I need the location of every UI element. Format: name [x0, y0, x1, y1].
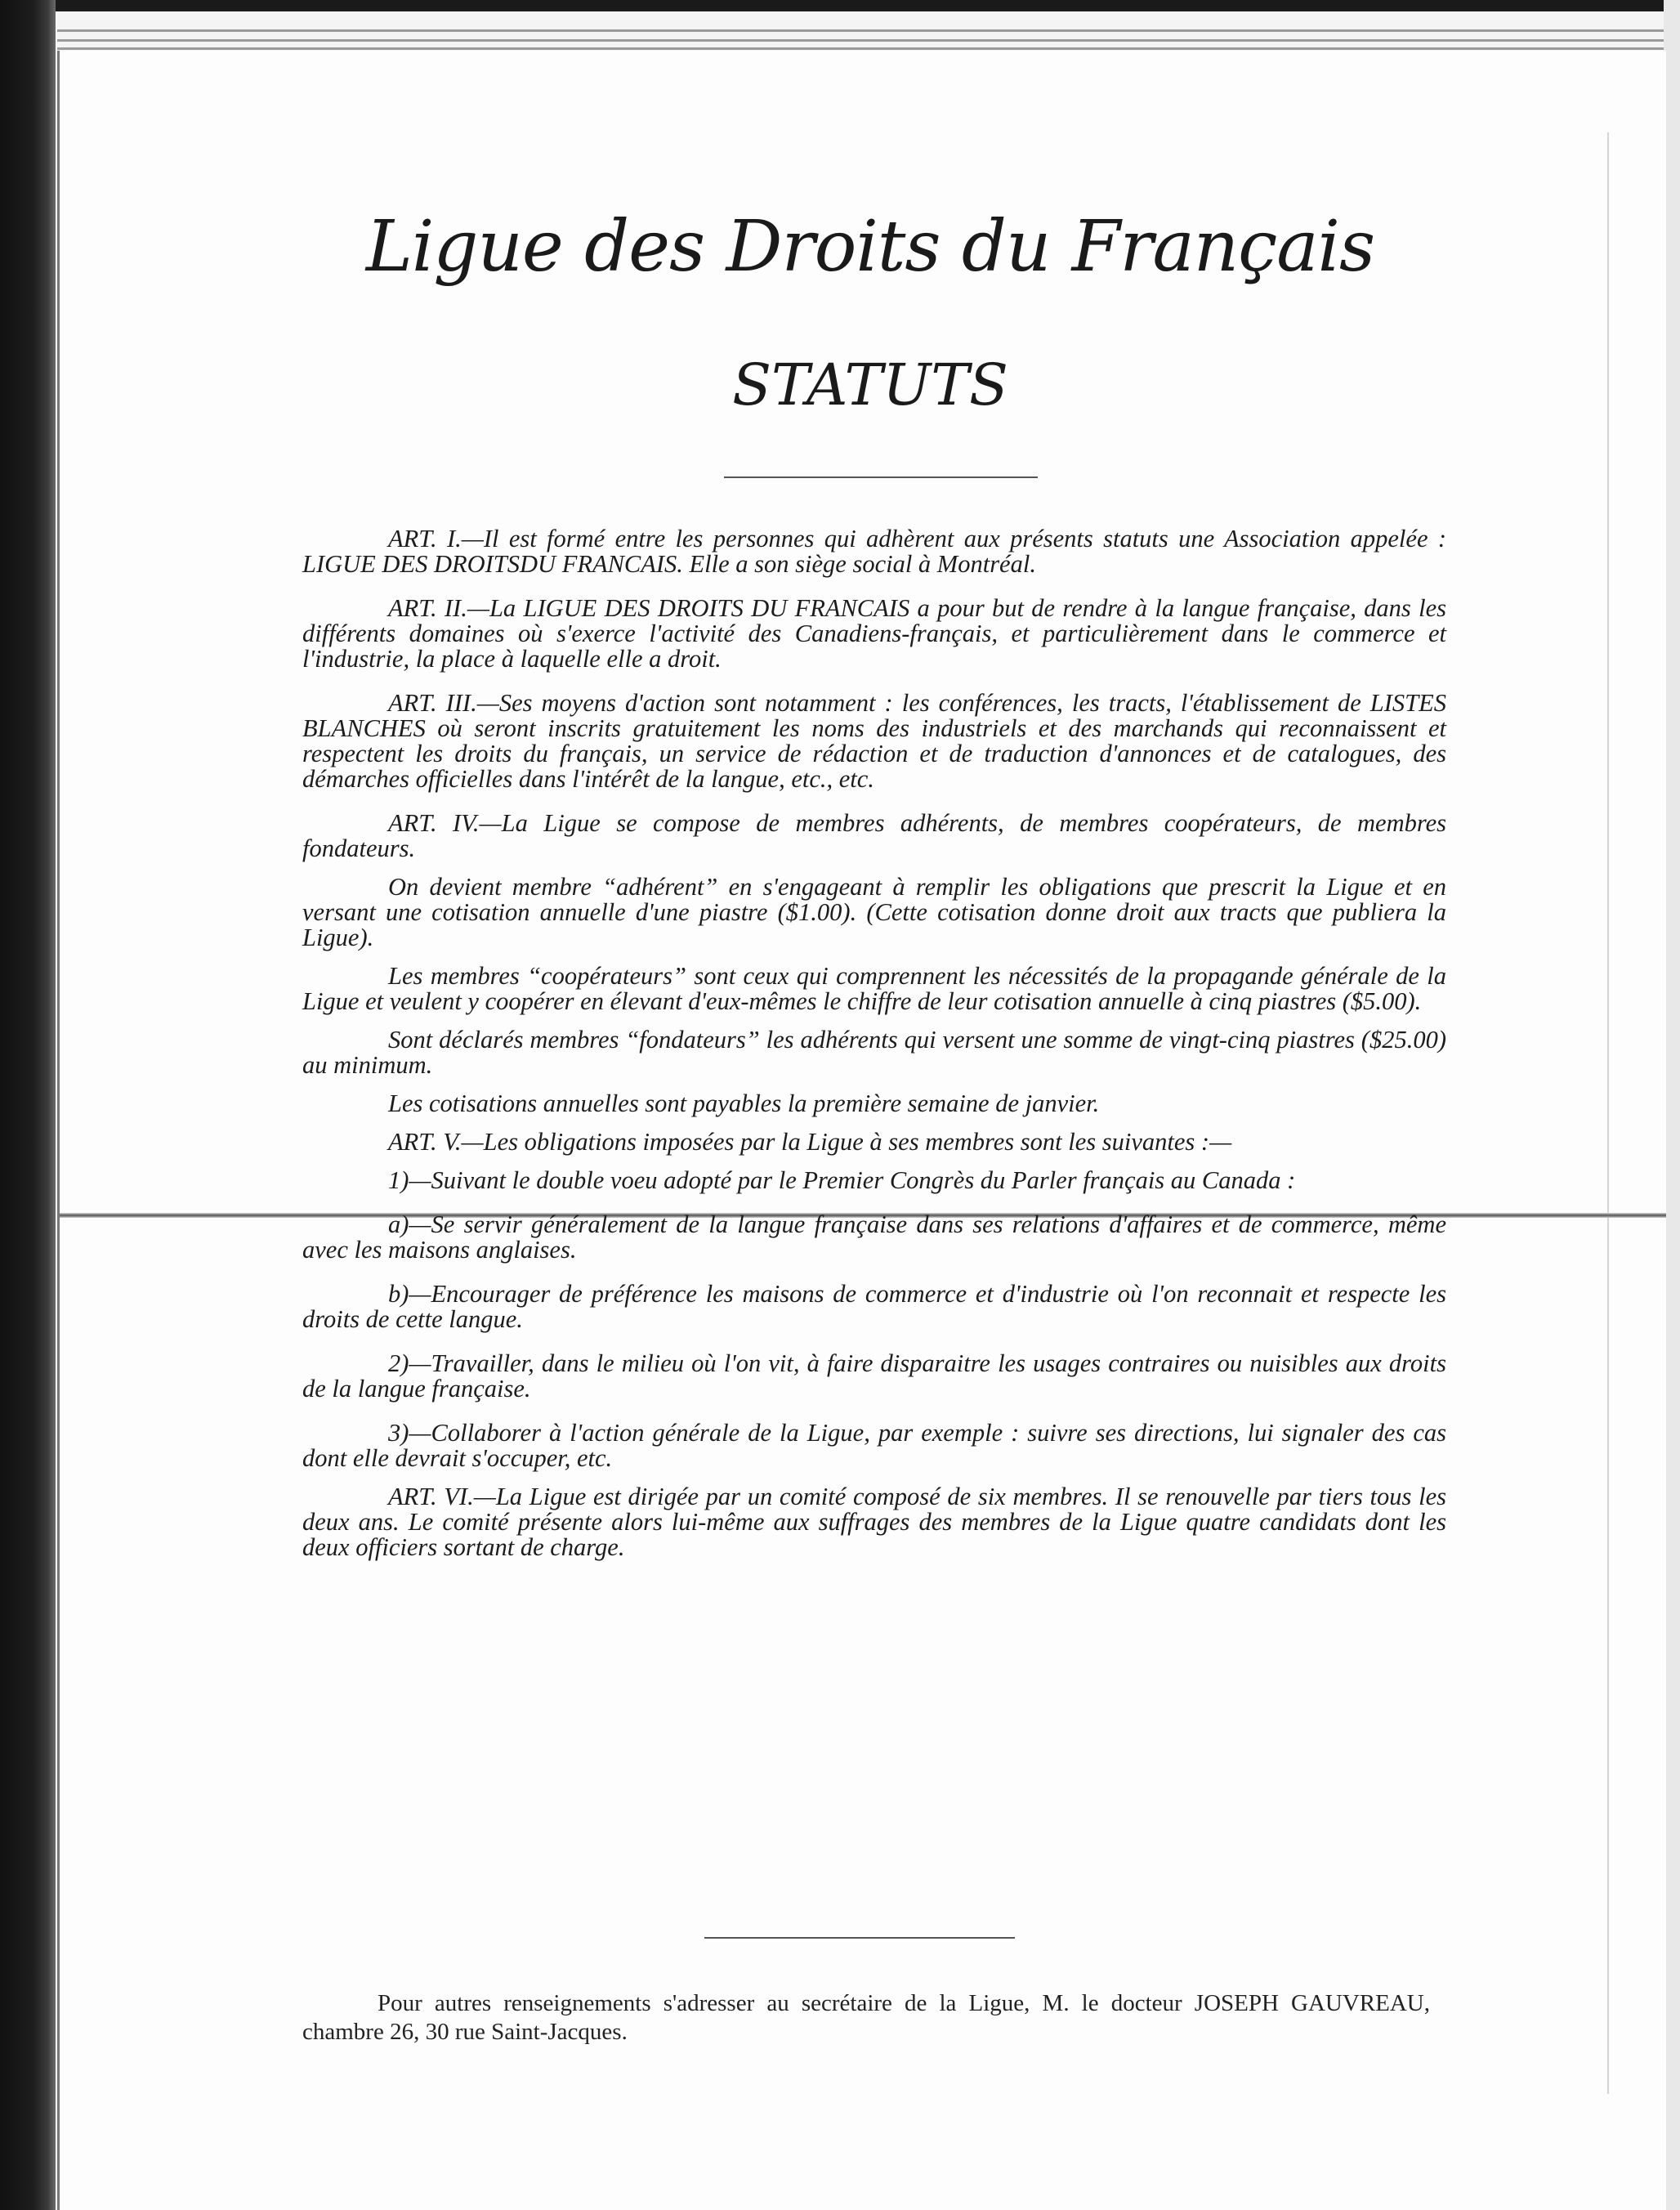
footer-contact: Pour autres renseignements s'adresser au secrétaire de la Ligue, M. le docteur JOSEPH GAUVREAU, chambre 26, 30 rue Saint-Jacques.	[302, 1990, 1430, 2045]
page-edge-shadow	[1607, 132, 1609, 2094]
article-4-cotisations: Les cotisations annuelles sont payables la première semaine de janvier.	[388, 1089, 1100, 1117]
article-4-adherents: On devient membre “adhérent” en s'engageant à remplir les obligations que prescrit la Ligue et en versant une cotisation annuelle d'une piastre ($1.00). (Cette cotisation donne droit aux tracts que publiera la Ligue).	[302, 873, 1446, 951]
document-title: Ligue des Droits du Français	[365, 206, 1375, 288]
article-4: ART. IV.—La Ligue se compose de membres adhérents, de membres coopérateurs, de membres fondateurs.	[302, 809, 1446, 862]
article-5-item-3: 3)—Collaborer à l'action générale de la Ligue, par exemple : suivre ses directions, lui signaler des cas dont elle devrait s'occuper, etc.	[302, 1419, 1446, 1472]
article-2: ART. II.—La LIGUE DES DROITS DU FRANCAIS a pour but de rendre à la langue française, dans les différents domaines où s'exerce l'activité des Canadiens-français, et particulièrement dans le commerce et l'industrie, la place à laquelle elle a droit.	[302, 594, 1446, 673]
article-1: ART. I.—Il est formé entre les personnes qui adhèrent aux présents statuts une Association appelée : LIGUE DES DROITSDU FRANCAIS. Elle a son siège social à Montréal.	[302, 525, 1446, 578]
document-subtitle: STATUTS	[732, 351, 1008, 418]
article-5-item-2: 2)—Travailler, dans le milieu où l'on vit, à faire disparaitre les usages contraires ou nuisibles aux droits de la langue française.	[302, 1349, 1446, 1402]
article-6: ART. VI.—La Ligue est dirigée par un comité composé de six membres. Il se renouvelle par tiers tous les deux ans. Le comité présente alors lui-même aux suffrages des membres de la Ligue quatre candidats dont les deux officiers sortant de charge.	[302, 1483, 1446, 1561]
footer-divider	[704, 1937, 1015, 1939]
title-divider	[724, 476, 1038, 478]
article-5: ART. V.—Les obligations imposées par la Ligue à ses membres sont les suivantes :—	[388, 1128, 1232, 1156]
scan-top-border	[0, 0, 1680, 11]
article-5-item-b: b)—Encourager de préférence les maisons de commerce et d'industrie où l'on reconnait et respecte les droits de cette langue.	[302, 1280, 1446, 1333]
article-5-item-a: a)—Se servir généralement de la langue française dans ses relations d'affaires et de commerce, même avec les maisons anglaises.	[302, 1210, 1446, 1264]
scan-right-border	[1664, 0, 1680, 2210]
article-5-item-1: 1)—Suivant le double voeu adopté par le Premier Congrès du Parler français au Canada :	[388, 1166, 1296, 1194]
article-4-fondateurs: Sont déclarés membres “fondateurs” les adhérents qui versent une somme de vingt-cinq piastres ($25.00) au minimum.	[302, 1026, 1446, 1079]
scan-left-border	[0, 0, 56, 2210]
statutes-body	[302, 526, 1446, 1560]
article-3: ART. III.—Ses moyens d'action sont notamment : les conférences, les tracts, l'établissement de LISTES BLANCHES où seront inscrits gratuitement les noms des industriels et des marchands qui reconnaissent et respectent les droits du français, un service de rédaction et de traduction d'annonces et de catalogues, des démarches officielles dans l'intérêt de la langue, etc., etc.	[302, 689, 1446, 793]
article-4-cooperateurs: Les membres “coopérateurs” sont ceux qui comprennent les nécessités de la propagande générale de la Ligue et veulent y coopérer en élevant d'eux-mêmes le chiffre de leur cotisation annuelle à cinq piastres ($5.00).	[302, 962, 1446, 1015]
